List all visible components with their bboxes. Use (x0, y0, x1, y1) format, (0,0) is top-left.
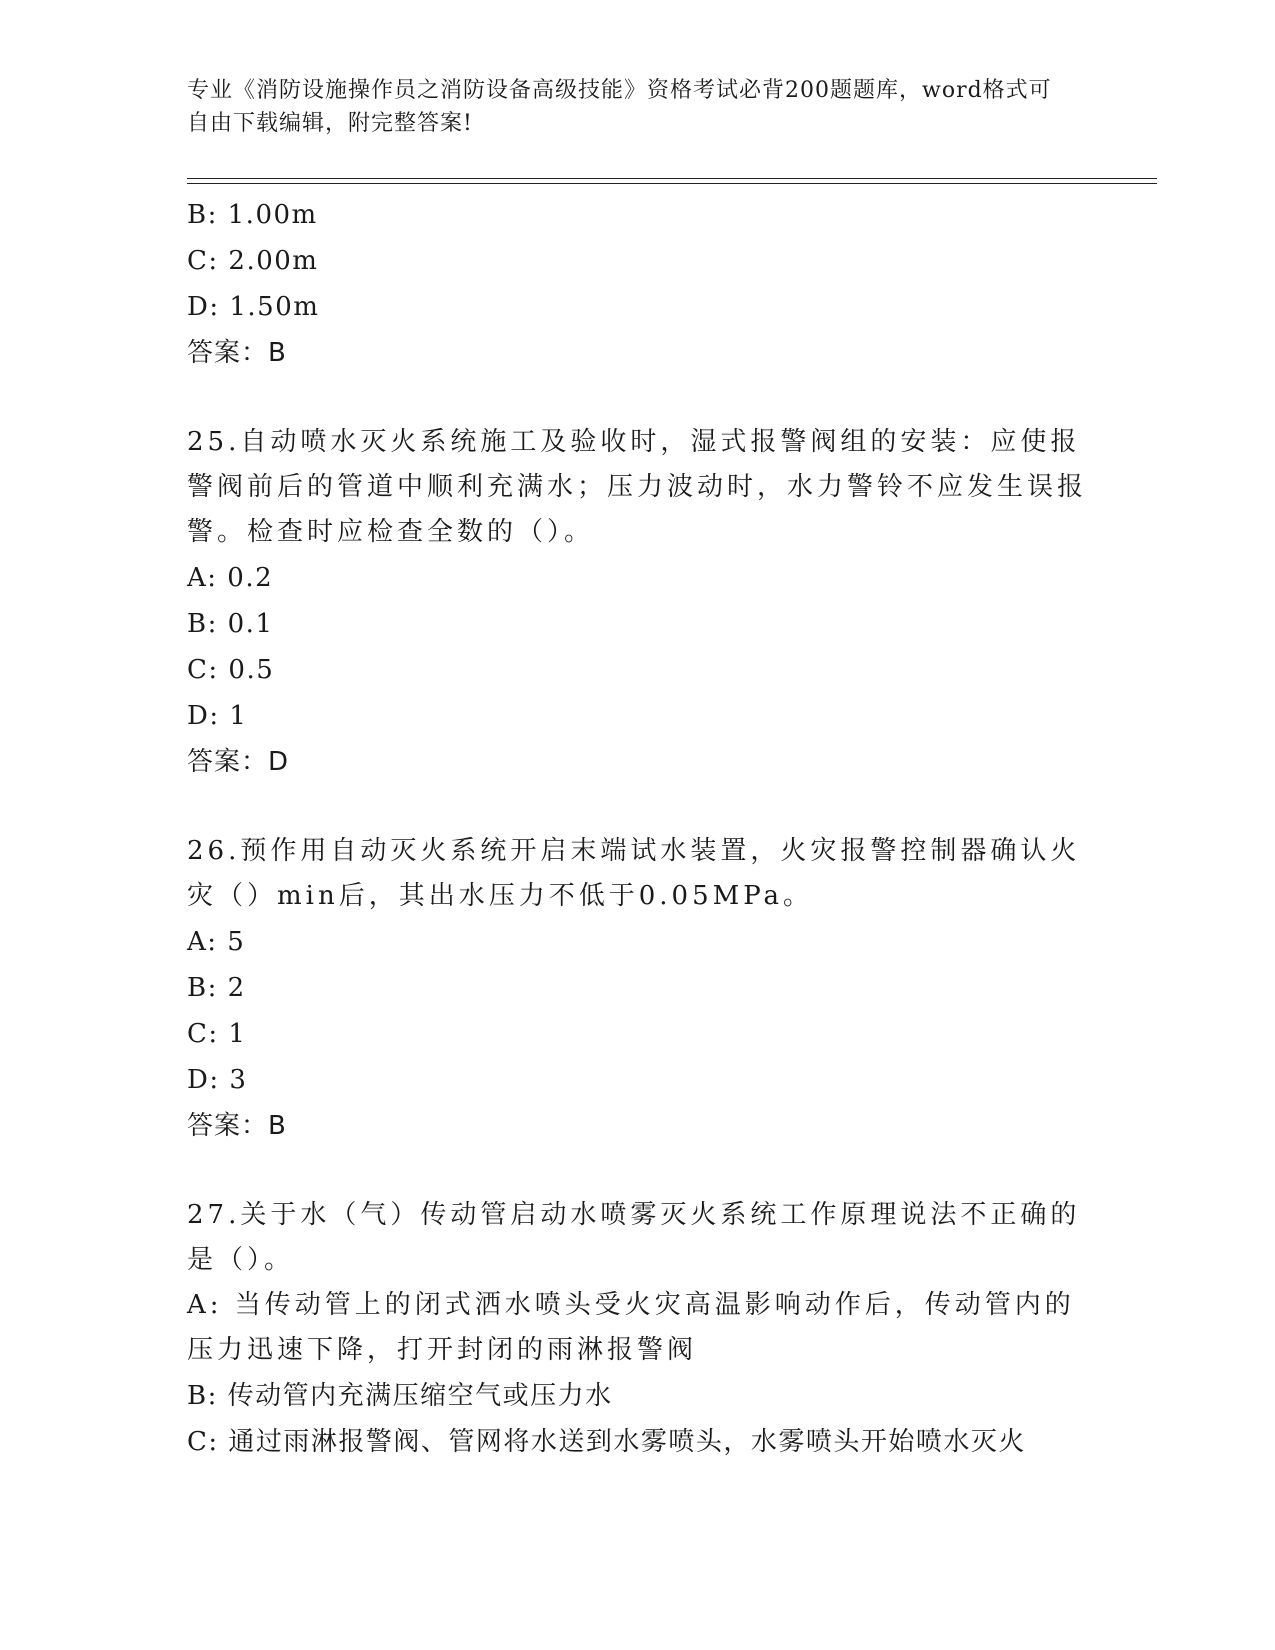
question-25 (187, 420, 1087, 785)
answer-line: 答案：B (187, 1111, 287, 1141)
option-a: A: 当传动管上的闭式洒水喷头受火灾高温影响动作后，传动管内的压力迅速下降，打开封闭的雨淋报警阀 (187, 1290, 1075, 1365)
option-a: A: 0.2 (187, 563, 274, 593)
answer-line: 答案：D (187, 747, 290, 777)
option-a: A: 5 (187, 927, 246, 957)
option-c: C: 通过雨淋报警阀、管网将水送到水雾喷头，水雾喷头开始喷水灭火 (187, 1427, 1026, 1457)
question-text: 25.自动喷水灭火系统施工及验收时，湿式报警阀组的安装：应使报警阀前后的管道中顺利充满水；压力波动时，水力警铃不应发生误报警。检查时应检查全数的（）。 (187, 427, 1088, 547)
option-b: B: 0.1 (187, 609, 274, 639)
question-26 (187, 829, 1087, 1149)
question-text: 27.关于水（气）传动管启动水喷雾灭火系统工作原理说法不正确的是（）。 (187, 1200, 1081, 1275)
option-c: C: 0.5 (187, 655, 275, 685)
question-27 (187, 1193, 1087, 1465)
option-c: C: 1 (187, 1019, 247, 1049)
option-c: C: 2.00m (187, 246, 319, 276)
option-d: D: 1.50m (187, 292, 320, 322)
option-d: D: 3 (187, 1065, 248, 1095)
header-divider-top (187, 178, 1157, 179)
option-b: B: 传动管内充满压缩空气或压力水 (187, 1381, 613, 1411)
option-d: D: 1 (187, 701, 248, 731)
option-b: B: 2 (187, 973, 246, 1003)
partial-question (187, 192, 1087, 376)
document-header: 专业《消防设施操作员之消防设备高级技能》资格考试必背200题题库，word格式可自由下载编辑，附完整答案! (187, 78, 1052, 136)
option-b: B: 1.00m (187, 200, 318, 230)
question-text: 26.预作用自动灭火系统开启末端试水装置，火灾报警控制器确认火灾（）min后，其出水压力不低于0.05MPa。 (187, 836, 1081, 911)
document-body (187, 192, 1087, 1465)
header-divider-bottom (187, 183, 1157, 184)
answer-line: 答案：B (187, 338, 287, 368)
